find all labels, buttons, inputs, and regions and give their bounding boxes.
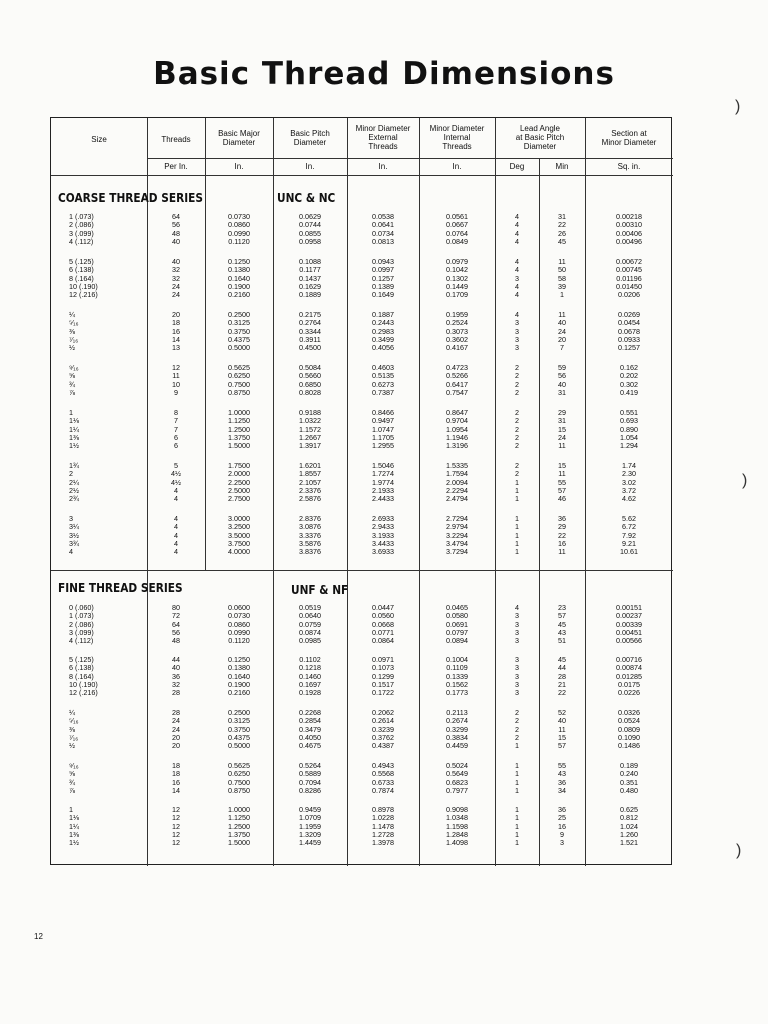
fine-group-2-deg: 3 3 3 3 3 [515,655,519,698]
fine-group-5-threads: 12 12 12 12 12 [172,805,180,848]
header-basic-pitch: Basic Pitch Diameter [290,129,330,147]
header-divider [147,158,673,159]
fine-series-title: FINE THREAD SERIES [58,581,183,595]
margin-mark: ) [735,98,741,115]
fine-group-4-deg: 1 1 1 1 [515,761,519,795]
coarse-group-4-min: 59 56 40 31 [558,363,566,397]
fine-group-5-section: 0.625 0.812 1.024 1.260 1.521 [620,805,638,848]
fine-group-2-min: 45 44 28 21 22 [558,655,566,698]
coarse-group-5-size: 1 1⅛ 1¼ 1⅜ 1½ [69,408,79,451]
coarse-group-2-size: 5 (.125) 6 (.138) 8 (.164) 10 (.190) 12 (.216) [69,257,98,300]
fine-group-2-major: 0.1250 0.1380 0.1640 0.1900 0.2160 [228,655,250,698]
coarse-group-2-section: 0.00672 0.00745 0.01196 0.01450 0.0206 [616,257,642,300]
coarse-group-1-minor-int: 0.0561 0.0667 0.0764 0.0849 [446,212,468,246]
coarse-group-2-min: 11 50 58 39 1 [558,257,566,300]
fine-group-4-minor-ext: 0.4943 0.5568 0.6733 0.7874 [372,761,394,795]
fine-group-2-section: 0.00716 0.00874 0.01285 0.0175 0.0226 [616,655,642,698]
coarse-group-6-pitch: 1.6201 1.8557 2.1057 2.3376 2.5876 [299,461,321,504]
coarse-group-3-deg: 4 3 3 3 3 [515,310,519,353]
fine-group-4-size: ⁹⁄₁₆ ⅝ ¾ ⅞ [69,761,79,795]
coarse-group-6-section: 1.74 2.30 3.02 3.72 4.62 [622,461,636,504]
fine-group-4-major: 0.5625 0.6250 0.7500 0.8750 [228,761,250,795]
fine-group-4-pitch: 0.5264 0.5889 0.7094 0.8286 [299,761,321,795]
fine-group-2-pitch: 0.1102 0.1218 0.1460 0.1697 0.1928 [299,655,321,698]
unit-threads: Per In. [164,162,188,171]
fine-group-5-minor-int: 0.9098 1.0348 1.1598 1.2848 1.4098 [446,805,468,848]
coarse-group-1-threads: 64 56 48 40 [172,212,180,246]
coarse-group-3-pitch: 0.2175 0.2764 0.3344 0.3911 0.4500 [299,310,321,353]
coarse-group-7-minor-ext: 2.6933 2.9433 3.1933 3.4433 3.6933 [372,514,394,557]
fine-group-1-deg: 4 3 3 3 3 [515,603,519,646]
coarse-group-7-deg: 1 1 1 1 1 [515,514,519,557]
fine-group-3-threads: 28 24 24 20 20 [172,708,180,751]
coarse-group-6-threads: 5 4½ 4½ 4 4 [171,461,181,504]
fine-group-1-threads: 80 72 64 56 48 [172,603,180,646]
coarse-group-7-major: 3.0000 3.2500 3.5000 3.7500 4.0000 [228,514,250,557]
coarse-group-1-minor-ext: 0.0538 0.0641 0.0734 0.0813 [372,212,394,246]
fine-group-1-minor-int: 0.0465 0.0580 0.0691 0.0797 0.0894 [446,603,468,646]
coarse-group-7-threads: 4 4 4 4 4 [174,514,178,557]
coarse-group-3-major: 0.2500 0.3125 0.3750 0.4375 0.5000 [228,310,250,353]
coarse-group-6-deg: 2 2 1 1 1 [515,461,519,504]
fine-group-5-min: 36 25 16 9 3 [558,805,566,848]
fine-group-2-minor-ext: 0.0971 0.1073 0.1299 0.1517 0.1722 [372,655,394,698]
coarse-group-3-minor-ext: 0.1887 0.2443 0.2983 0.3499 0.4056 [372,310,394,353]
coarse-group-3-threads: 20 18 16 14 13 [172,310,180,353]
coarse-group-6-minor-int: 1.5335 1.7594 2.0094 2.2294 2.4794 [446,461,468,504]
header-section: Section at Minor Diameter [601,129,657,147]
coarse-group-4-major: 0.5625 0.6250 0.7500 0.8750 [228,363,250,397]
fine-group-4-section: 0.189 0.240 0.351 0.480 [620,761,638,795]
coarse-group-3-min: 11 40 24 20 7 [558,310,566,353]
coarse-group-7-section: 5.62 6.72 7.92 9.21 10.61 [620,514,638,557]
coarse-group-6-size: 1¾ 2 2¼ 2½ 2¾ [69,461,79,504]
unit-minor-ext: In. [378,162,388,171]
fine-group-4-min: 55 43 36 34 [558,761,566,795]
coarse-group-5-min: 29 31 15 24 11 [558,408,566,451]
coarse-group-2-minor-int: 0.0979 0.1042 0.1302 0.1449 0.1709 [446,257,468,300]
unit-major: In. [234,162,244,171]
header-bottom-line [51,175,673,176]
coarse-group-1-major: 0.0730 0.0860 0.0990 0.1120 [228,212,250,246]
coarse-group-4-deg: 2 2 2 2 [515,363,519,397]
fine-group-3-size: ¼ ⁵⁄₁₆ ⅜ ⁷⁄₁₆ ½ [69,708,79,751]
fine-group-5-minor-ext: 0.8978 1.0228 1.1478 1.2728 1.3978 [372,805,394,848]
header-lead-angle: Lead Angle at Basic Pitch Diameter [515,124,565,151]
fine-group-1-minor-ext: 0.0447 0.0560 0.0668 0.0771 0.0864 [372,603,394,646]
fine-group-5-major: 1.0000 1.1250 1.2500 1.3750 1.5000 [228,805,250,848]
header-basic-major: Basic Major Diameter [218,129,260,147]
coarse-series-title: COARSE THREAD SERIES [58,191,203,205]
fine-group-1-min: 23 57 45 43 51 [558,603,566,646]
fine-group-2-threads: 44 40 36 32 28 [172,655,180,698]
coarse-group-7-size: 3 3¼ 3½ 3¾ 4 [69,514,79,557]
coarse-group-7-pitch: 2.8376 3.0876 3.3376 3.5876 3.8376 [299,514,321,557]
fine-group-3-minor-ext: 0.2062 0.2614 0.3239 0.3762 0.4387 [372,708,394,751]
fine-group-1-major: 0.0600 0.0730 0.0860 0.0990 0.1120 [228,603,250,646]
fine-group-4-minor-int: 0.5024 0.5649 0.6823 0.7977 [446,761,468,795]
coarse-group-5-minor-ext: 0.8466 0.9497 1.0747 1.1705 1.2955 [372,408,394,451]
fine-series-label: UNF & NF [291,583,349,597]
coarse-group-5-section: 0.551 0.693 0.890 1.054 1.294 [620,408,638,451]
fine-group-1-section: 0.00151 0.00237 0.00339 0.00451 0.00566 [616,603,642,646]
coarse-group-3-minor-int: 0.1959 0.2524 0.3073 0.3602 0.4167 [446,310,468,353]
header-minor-internal: Minor Diameter Internal Threads [429,124,485,151]
coarse-group-4-minor-int: 0.4723 0.5266 0.6417 0.7547 [446,363,468,397]
coarse-group-1-section: 0.00218 0.00310 0.00406 0.00496 [616,212,642,246]
coarse-group-2-major: 0.1250 0.1380 0.1640 0.1900 0.2160 [228,257,250,300]
coarse-group-5-minor-int: 0.8647 0.9704 1.0954 1.1946 1.3196 [446,408,468,451]
coarse-group-5-threads: 8 7 7 6 6 [174,408,178,451]
fine-group-5-pitch: 0.9459 1.0709 1.1959 1.3209 1.4459 [299,805,321,848]
fine-group-3-major: 0.2500 0.3125 0.3750 0.4375 0.5000 [228,708,250,751]
fine-group-4-threads: 18 18 16 14 [172,761,180,795]
fine-group-3-deg: 2 2 2 2 1 [515,708,519,751]
coarse-group-3-size: ¼ ⁵⁄₁₆ ⅜ ⁷⁄₁₆ ½ [69,310,79,353]
fine-group-3-section: 0.0326 0.0524 0.0809 0.1090 0.1486 [618,708,640,751]
coarse-group-2-pitch: 0.1088 0.1177 0.1437 0.1629 0.1889 [299,257,321,300]
coarse-group-6-min: 15 11 55 57 46 [558,461,566,504]
coarse-group-5-deg: 2 2 2 2 2 [515,408,519,451]
margin-mark: ) [736,842,742,859]
fine-group-3-min: 52 40 11 15 57 [558,708,566,751]
coarse-group-1-deg: 4 4 4 4 [515,212,519,246]
coarse-group-6-minor-ext: 1.5046 1.7274 1.9774 2.1933 2.4433 [372,461,394,504]
series-divider [51,570,673,571]
fine-group-2-size: 5 (.125) 6 (.138) 8 (.164) 10 (.190) 12 (.216) [69,655,98,698]
coarse-group-4-minor-ext: 0.4603 0.5135 0.6273 0.7387 [372,363,394,397]
unit-minor-int: In. [452,162,462,171]
fine-group-1-pitch: 0.0519 0.0640 0.0759 0.0874 0.0985 [299,603,321,646]
coarse-group-2-deg: 4 4 3 4 4 [515,257,519,300]
fine-group-5-deg: 1 1 1 1 1 [515,805,519,848]
coarse-group-4-size: ⁹⁄₁₆ ⅝ ¾ ⅞ [69,363,79,397]
coarse-group-4-section: 0.162 0.202 0.302 0.419 [620,363,638,397]
coarse-group-7-min: 36 29 22 16 11 [558,514,566,557]
coarse-group-4-threads: 12 11 10 9 [172,363,180,397]
page-number: 12 [34,932,43,941]
unit-min: Min [555,162,569,171]
margin-mark: ) [742,472,748,489]
unit-deg: Deg [509,162,525,171]
coarse-group-1-pitch: 0.0629 0.0744 0.0855 0.0958 [299,212,321,246]
thread-dimensions-table [50,117,672,865]
header-threads: Threads [161,135,191,144]
coarse-group-4-pitch: 0.5084 0.5660 0.6850 0.8028 [299,363,321,397]
coarse-series-label: UNC & NC [277,191,336,205]
coarse-group-5-major: 1.0000 1.1250 1.2500 1.3750 1.5000 [228,408,250,451]
fine-group-5-size: 1 1⅛ 1¼ 1⅜ 1½ [69,805,79,848]
coarse-group-6-major: 1.7500 2.0000 2.2500 2.5000 2.7500 [228,461,250,504]
coarse-group-2-minor-ext: 0.0943 0.0997 0.1257 0.1389 0.1649 [372,257,394,300]
unit-section: Sq. in. [617,162,641,171]
header-size: Size [91,135,107,144]
coarse-group-7-minor-int: 2.7294 2.9794 3.2294 3.4794 3.7294 [446,514,468,557]
coarse-group-2-threads: 40 32 32 24 24 [172,257,180,300]
coarse-group-3-section: 0.0269 0.0454 0.0678 0.0933 0.1257 [618,310,640,353]
page-title: Basic Thread Dimensions [153,56,615,92]
fine-group-3-minor-int: 0.2113 0.2674 0.3299 0.3834 0.4459 [446,708,468,751]
fine-group-1-size: 0 (.060) 1 (.073) 2 (.086) 3 (.099) 4 (.112) [69,603,94,646]
fine-group-3-pitch: 0.2268 0.2854 0.3479 0.4050 0.4675 [299,708,321,751]
coarse-group-1-size: 1 (.073) 2 (.086) 3 (.099) 4 (.112) [69,212,94,246]
unit-pitch: In. [305,162,315,171]
coarse-group-5-pitch: 0.9188 1.0322 1.1572 1.2667 1.3917 [299,408,321,451]
fine-group-2-minor-int: 0.1004 0.1109 0.1339 0.1562 0.1773 [446,655,468,698]
header-minor-external: Minor Diameter External Threads [355,124,411,151]
coarse-group-1-min: 31 22 26 45 [558,212,566,246]
